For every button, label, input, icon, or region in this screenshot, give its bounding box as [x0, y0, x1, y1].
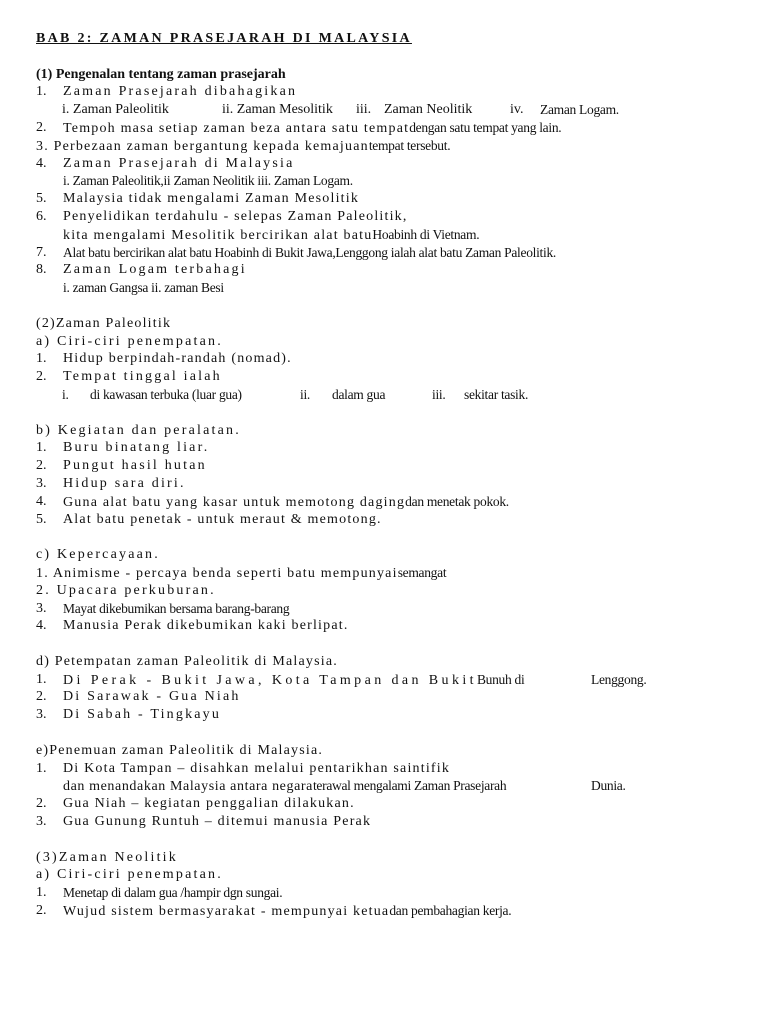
- item-number: 1.: [36, 351, 47, 367]
- item-text: Buru binatang liar.: [63, 440, 210, 456]
- sub-item: i. Zaman Paleolitik,ii Zaman Neolitik iii. Zaman Logam.: [63, 173, 353, 189]
- item-text-end: Lenggong.: [591, 671, 647, 687]
- subsection-heading: e)Penemuan zaman Paleolitik di Malaysia.: [36, 742, 324, 758]
- sub-item: di kawasan terbuka (luar gua): [90, 386, 242, 402]
- item-number: 8.: [36, 262, 47, 278]
- item-text: Gua Gunung Runtuh – ditemui manusia Perak: [63, 814, 372, 830]
- chapter-title-line: [36, 30, 736, 48]
- spacer: [36, 528, 736, 546]
- list-item: [36, 617, 736, 635]
- subsection-heading-line: [36, 742, 736, 760]
- item-text-cont: semangat: [397, 564, 447, 580]
- item-number: 1.: [36, 760, 47, 776]
- item-text: Alat batu penetak - untuk meraut & memotong.: [63, 511, 382, 527]
- list-item: [36, 368, 736, 386]
- list-item: [36, 493, 736, 511]
- item-number: 2.: [36, 119, 47, 135]
- item-number: 1.: [36, 84, 47, 100]
- sub-item: Zaman Neolitik: [384, 102, 473, 118]
- list-item-continuation: [36, 226, 736, 244]
- item-text: 2. Upacara perkuburan.: [36, 582, 216, 598]
- list-item: [36, 475, 736, 493]
- sub-item: iii.: [356, 102, 372, 118]
- item-text: Zaman Prasejarah di Malaysia: [63, 155, 295, 171]
- item-text-cont: Bunuh di: [476, 671, 525, 687]
- item-number: 2.: [36, 458, 47, 474]
- item-number: 2.: [36, 689, 47, 705]
- sub-list-line: [36, 172, 736, 190]
- item-number: 5.: [36, 191, 47, 207]
- spacer: [36, 404, 736, 422]
- item-number: 2.: [36, 796, 47, 812]
- item-number: 4.: [36, 493, 47, 509]
- subsection-heading: a) Ciri-ciri penempatan.: [36, 333, 223, 349]
- list-item: [36, 511, 736, 529]
- item-text-cont: Hoabinh di Vietnam.: [372, 226, 480, 242]
- sub-item: iv.: [510, 102, 524, 118]
- sub-item-number: i.: [62, 386, 69, 402]
- spacer: [36, 831, 736, 849]
- item-text: Di Sabah - Tingkayu: [63, 707, 222, 723]
- section-3-heading-line: [36, 849, 736, 867]
- spacer: [36, 297, 736, 315]
- section-3-heading: (3)Zaman Neolitik: [36, 849, 178, 865]
- item-text: 1. Animisme - percaya benda seperti batu mempunyai: [36, 565, 398, 581]
- list-item: [36, 155, 736, 173]
- item-number: 4.: [36, 618, 47, 634]
- subsection-heading-line: [36, 333, 736, 351]
- section-1-heading-line: [36, 66, 736, 84]
- sub-item: i. zaman Gangsa ii. zaman Besi: [63, 280, 224, 296]
- sub-item: ii. Zaman Mesolitik: [222, 102, 333, 118]
- item-number: 1.: [36, 885, 47, 901]
- item-text: Penyelidikan terdahulu - selepas Zaman Paleolitik,: [63, 208, 408, 224]
- item-text: Wujud sistem bermasyarakat - mempunyai ketua: [63, 904, 390, 920]
- subsection-heading: d) Petempatan zaman Paleolitik di Malaysia.: [36, 653, 338, 669]
- list-item: [36, 439, 736, 457]
- item-text: Alat batu bercirikan alat batu Hoabinh di Bukit Jawa,Lenggong ialah alat batu Zaman Paleolitik.: [63, 244, 556, 260]
- list-item: [36, 83, 736, 101]
- item-text: 3. Perbezaan zaman bergantung kepada kemajuan: [36, 138, 369, 154]
- subsection-heading-line: [36, 866, 736, 884]
- item-number: 1.: [36, 440, 47, 456]
- list-item: [36, 244, 736, 262]
- item-text: Menetap di dalam gua /hampir dgn sungai.: [63, 885, 283, 901]
- item-text: Di Kota Tampan – disahkan melalui pentarikhan saintifik: [63, 760, 451, 776]
- item-text: Hidup sara diri.: [63, 475, 186, 491]
- section-2-heading-line: [36, 315, 736, 333]
- item-text: Di Sarawak - Gua Niah: [63, 689, 241, 705]
- item-text: Tempoh masa setiap zaman beza antara satu tempat: [63, 120, 410, 136]
- item-number: 5.: [36, 511, 47, 527]
- item-text: kita mengalami Mesolitik bercirikan alat batu: [63, 227, 373, 243]
- sub-item: Zaman Logam.: [540, 102, 619, 118]
- item-text: dan menandakan Malaysia antara negara: [63, 779, 313, 795]
- list-item: [36, 884, 736, 902]
- item-text: Pungut hasil hutan: [63, 458, 207, 474]
- sub-item-number: ii.: [300, 386, 310, 402]
- item-number: 1.: [36, 671, 47, 687]
- list-item: [36, 760, 736, 778]
- spacer: [36, 635, 736, 653]
- item-text-cont: dengan satu tempat yang lain.: [409, 119, 562, 135]
- section-1-heading: (1) Pengenalan tentang zaman prasejarah: [36, 66, 286, 82]
- list-item: [36, 795, 736, 813]
- list-item: [36, 457, 736, 475]
- list-item: [36, 688, 736, 706]
- item-text: Mayat dikebumikan bersama barang-barang: [63, 600, 290, 616]
- item-text: Zaman Prasejarah dibahagikan: [63, 84, 298, 100]
- item-text: Gua Niah – kegiatan penggalian dilakukan.: [63, 796, 355, 812]
- sub-list-line: [36, 386, 736, 404]
- list-item: [36, 600, 736, 618]
- list-item-continuation: [36, 777, 736, 795]
- sub-item: i. Zaman Paleolitik: [62, 102, 169, 118]
- list-item: [36, 350, 736, 368]
- list-item: [36, 582, 736, 600]
- item-text: Malaysia tidak mengalami Zaman Mesolitik: [63, 191, 360, 207]
- item-text: Zaman Logam terbahagi: [63, 262, 247, 278]
- item-text: Tempat tinggal ialah: [63, 369, 222, 385]
- item-number: 4.: [36, 155, 47, 171]
- item-text: Hidup berpindah-randah (nomad).: [63, 351, 292, 367]
- item-text-cont: terawal mengalami Zaman Prasejarah: [312, 778, 507, 794]
- item-number: 2.: [36, 369, 47, 385]
- sub-item: dalam gua: [332, 386, 386, 402]
- list-item: [36, 119, 736, 137]
- sub-item-number: iii.: [432, 386, 446, 402]
- item-number: 3.: [36, 600, 47, 616]
- item-text: Di Perak - Bukit Jawa, Kota Tampan dan Bukit: [63, 672, 477, 688]
- spacer: [36, 48, 736, 66]
- list-item: [36, 706, 736, 724]
- list-item: [36, 564, 736, 582]
- list-item: [36, 137, 736, 155]
- subsection-heading-line: [36, 653, 736, 671]
- item-text: Guna alat batu yang kasar untuk memotong daging: [63, 494, 406, 510]
- list-item: [36, 671, 736, 689]
- section-2-heading: (2)Zaman Paleolitik: [36, 315, 172, 331]
- list-item: [36, 190, 736, 208]
- subsection-heading-line: [36, 546, 736, 564]
- subsection-heading: b) Kegiatan dan peralatan.: [36, 422, 241, 438]
- item-text-cont: dan pembahagian kerja.: [389, 903, 512, 919]
- list-item: [36, 261, 736, 279]
- item-number: 7.: [36, 244, 47, 260]
- item-number: 3.: [36, 475, 47, 491]
- item-number: 3.: [36, 814, 47, 830]
- subsection-heading-line: [36, 422, 736, 440]
- sub-list-line: [36, 101, 736, 119]
- item-number: 6.: [36, 208, 47, 224]
- document-page: [36, 30, 736, 920]
- item-text: Manusia Perak dikebumikan kaki berlipat.: [63, 618, 349, 634]
- item-number: 3.: [36, 707, 47, 723]
- sub-list-line: [36, 279, 736, 297]
- subsection-heading: c) Kepercayaan.: [36, 547, 160, 563]
- sub-item: sekitar tasik.: [464, 386, 529, 402]
- item-text-cont: dan menetak pokok.: [405, 493, 509, 509]
- list-item: [36, 208, 736, 226]
- item-text-cont: tempat tersebut.: [368, 137, 451, 153]
- item-text-end: Dunia.: [591, 778, 626, 794]
- item-number: 2.: [36, 903, 47, 919]
- chapter-title: BAB 2: ZAMAN PRASEJARAH DI MALAYSIA: [36, 31, 412, 46]
- spacer: [36, 724, 736, 742]
- subsection-heading: a) Ciri-ciri penempatan.: [36, 867, 223, 883]
- list-item: [36, 813, 736, 831]
- list-item: [36, 902, 736, 920]
